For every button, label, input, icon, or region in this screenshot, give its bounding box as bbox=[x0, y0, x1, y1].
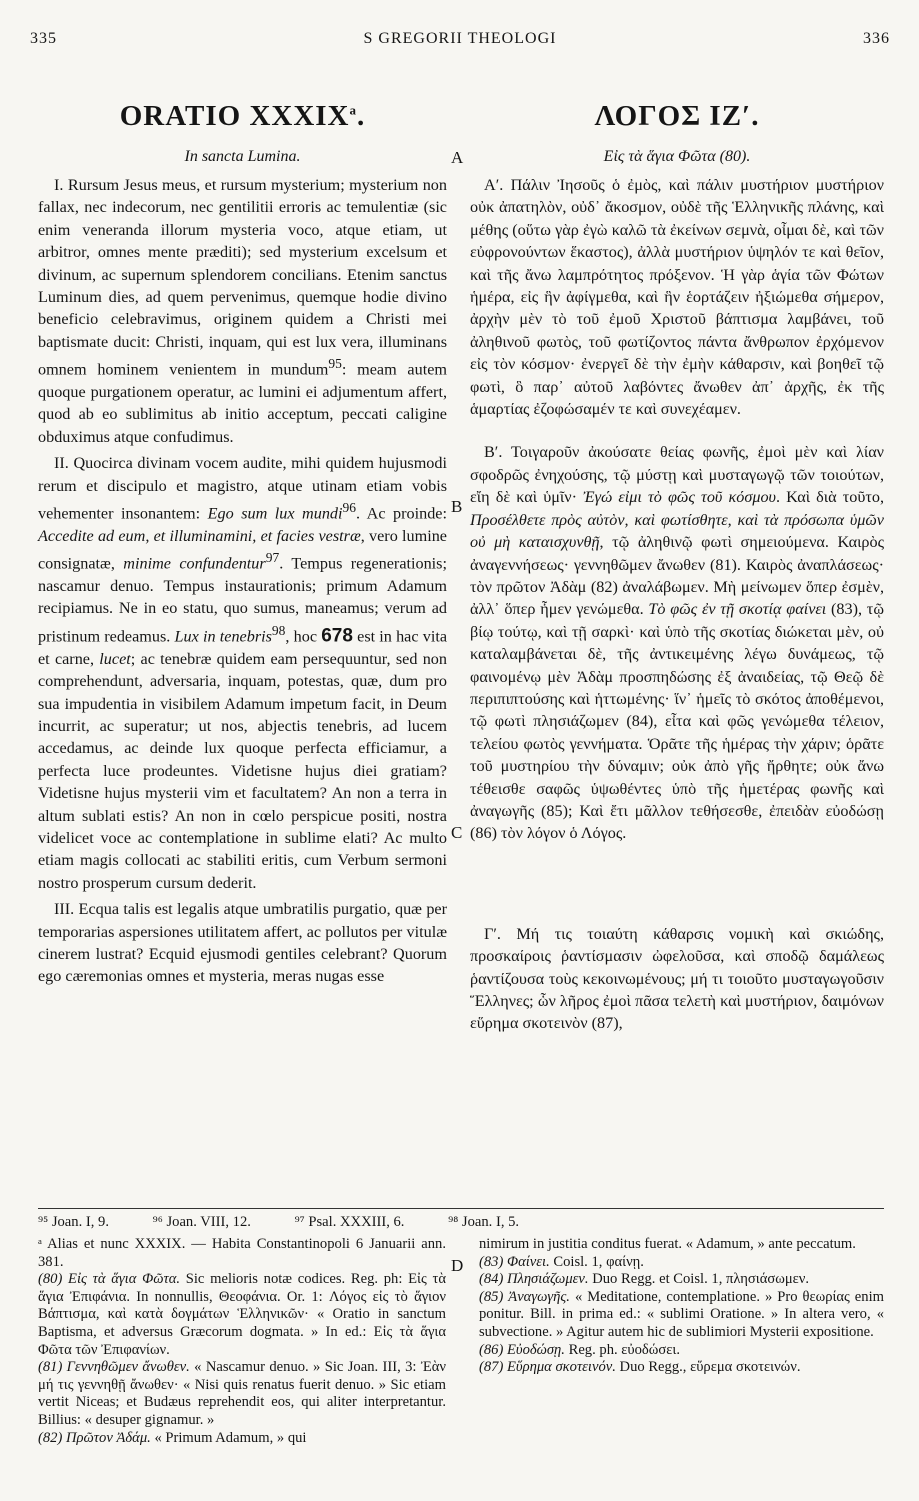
note-a: ᵃ Alias et nunc XXXIX. — Habita Constantinopoli 6 Januarii ann. 381. bbox=[38, 1236, 446, 1270]
note-85-text: « Meditatione, contemplatione. » Pro θεωρίας enim ponitur. Bill. in prima ed.: « sublimi Oratione. » In altera vero, « subvectione. » Agitur autem hic de sublimiori Mysterii expositione. bbox=[479, 1288, 884, 1340]
greek-column bbox=[470, 174, 884, 1039]
notes-right-column bbox=[479, 1236, 884, 1377]
latin-p2-quote-2: Accedite ad eum, et illuminamini, et facies vestræ bbox=[38, 526, 361, 545]
note-82-text: « Primum Adamum, » qui bbox=[150, 1429, 307, 1446]
footnote-ref-98: 98 bbox=[271, 622, 286, 638]
latin-p1-cont: : meam autem quoque purgationem operatur, ac lumini ei adjumentum affert, quod ab eo sublimitus ab initio acceptum, peccati caligine obduximus atque confudimus. bbox=[38, 360, 447, 446]
scripture-ref-96: ⁹⁶ Joan. VIII, 12. bbox=[152, 1214, 251, 1230]
scripture-ref-95: ⁹⁵ Joan. I, 9. bbox=[38, 1214, 109, 1230]
greek-p2-a: Β′. Τοιγαροῦν ἀκούσατε θείας φωνῆς, ἐμοὶ μὲν καὶ λίαν σφοδρῶς ἐνηχούσης, τῷ μύστῃ καὶ μυσταγωγῷ τῶν τοιούτων, εἴη δὲ καὶ ὑμῖν· bbox=[470, 443, 884, 507]
note-81-lemma: (81) Γεννηθῶμεν ἄνωθεν. bbox=[38, 1359, 190, 1376]
scripture-ref-98: ⁹⁸ Joan. I, 5. bbox=[448, 1214, 520, 1230]
note-85 bbox=[479, 1289, 884, 1342]
note-86-text: Reg. ph. εὐοδώσει. bbox=[564, 1341, 680, 1358]
latin-title-note-mark: a bbox=[349, 102, 358, 118]
greek-p2-c: , τῷ ἀληθινῷ φωτὶ σημειούμενα. Καιρὸς ἀναγεννήσεως· γεννηθῶμεν ἄνωθεν (81). Καιρὸς ἀναπλάσεως· τὸν πρῶτον Ἀδὰμ (82) ἀναλάβωμεν. Μὴ μείνωμεν ὅπερ ἐσμὲν, ἀλλ᾿ ὅπερ ἦμεν γενώμεθα. bbox=[470, 533, 885, 619]
note-80 bbox=[38, 1271, 446, 1359]
note-87-lemma: (87) Εὕρημα σκοτεινόν. bbox=[479, 1359, 616, 1376]
note-87-text: Duo Regg., εὕρεμα σκοτεινών. bbox=[615, 1359, 801, 1376]
latin-p2-b: . Ac proinde: bbox=[356, 504, 447, 523]
note-82-continued: nimirum in justitia conditus fuerat. « Adamum, » ante peccatum. bbox=[479, 1236, 856, 1252]
footnote-ref-95: 95 bbox=[328, 356, 342, 372]
latin-p2-f: est in hac vita et carne, bbox=[38, 627, 448, 668]
latin-title-end: . bbox=[357, 100, 366, 132]
greek-title: ΛΟΓΟΣ ΙΖ′. bbox=[594, 100, 760, 132]
latin-p1-text: I. Rursum Jesus meus, et rursum mysterium; mysterium non fallax, nec indecorum, nec gentilitii erroris ac temulentiæ (sic enim veneranda illorum mysteria voco, atque etiam, ut arbitror, omnes mente præditi); sed mysterium excelsum et divinum, ac supernum splendorem concilians. Etenim sanctus Luminum dies, ad quem pervenimus, quemque hodie divino beneficio celebravimus, originem quidem a Christi mei baptismate ducit: Christi, inquam, qui est lux vera, illuminans omnem hominem venientem in mundum bbox=[38, 176, 447, 379]
greek-paragraph-2 bbox=[470, 441, 884, 844]
notes-left-column bbox=[38, 1236, 446, 1447]
note-86 bbox=[479, 1342, 884, 1360]
running-title: S GREGORII THEOLOGI bbox=[363, 30, 557, 47]
margin-letter-c: C bbox=[451, 823, 463, 842]
footnote-ref-96: 96 bbox=[342, 500, 357, 516]
greek-p2-quote-3: Τὸ φῶς ἐν τῇ σκοτίᾳ φαίνει bbox=[648, 600, 827, 619]
margin-letter-d: D bbox=[451, 1256, 464, 1275]
latin-paragraph-3: III. Ecqua talis est legalis atque umbratilis purgatio, quæ per temporarias aspersiones utilitatem affert, ac pollutos per vitulæ cinerem lustrat? Ecquid ejusmodi gentiles celebrant? Quorum ego cæremonias omnes et mysteria, meras nugas esse bbox=[38, 900, 447, 986]
note-83 bbox=[479, 1254, 884, 1272]
note-81-text: « Nascamur denuo. » Sic Joan. III, 3: Ἐὰν μή τις γεννηθῇ ἄνωθεν· « Nisi quis renatus fuerit denuo. » Sic etiam vertit Niceas; et Budæus reprehendit eos, qui aliter interpretantur. Billius: « desuper gignamur. » bbox=[38, 1359, 446, 1428]
latin-column bbox=[38, 174, 447, 992]
latin-p2-d: . Tempus regenerationis; nascamur denuo. Tempus instaurationis; primum Adamum recipiamus. Ne in eo statu, quo sumus, maneamus; verum ad pristinum redeamus. bbox=[38, 554, 447, 646]
latin-p2-quote-1: Ego sum lux mundi bbox=[207, 504, 343, 523]
latin-p2-c: , vero lumine consignatæ, bbox=[38, 526, 447, 573]
latin-subtitle: In sancta Lumina. bbox=[184, 148, 301, 165]
latin-p2-g: ; ac tenebræ quidem eam persequuntur, sed non comprehendunt, adversaria, inquam, potestas, quæ, dum pro sua impudentia in visibilem Adamum impetum facit, in Deum incurrit, ac superatur; ut nos, abjectis tenebris, ad lucem accedamus, ac deinde lux quoque perfecta efficiamur, a perfecta luce prodeuntes. Videtisne hujus diei gratiam? Videtisne hujus mysterii vim et facultatem? An non a terra in altum sublati estis? An non in cœlo perspicue positi, nostra videlicet voce ac contemplatione in sublime elati? Ac multo etiam magis collocati ac stabiliti eritis, cum Verbum sermoni nostro prosperum cursum dederit. bbox=[38, 649, 447, 892]
note-82 bbox=[38, 1430, 446, 1448]
footnote-ref-97: 97 bbox=[265, 550, 280, 566]
greek-paragraph-1: Α′. Πάλιν Ἰησοῦς ὁ ἐμὸς, καὶ πάλιν μυστήριον μυστήριον οὐκ ἀπατηλὸν, οὐδ᾿ ἄκοσμον, οὐδὲ τῆς Ἑλληνικῆς πλάνης, καὶ μέθης (οὕτω γὰρ ἐγὼ καλῶ τὰ ἐκείνων σεμνὰ, οἶμαι δὲ, καὶ τῶν εὐφρονούντων ἕκαστος), ἀλλὰ μυστήριον ὑψηλόν τε καὶ θεῖον, καὶ τῆς ἄνω λαμπρότητος πρόξενον. Ἡ γὰρ ἁγία τῶν Φώτων ἡμέρα, εἰς ἣν ἀφίγμεθα, καὶ ἣν ἑορτάζειν ἠξιώμεθα σήμερον, ἀρχὴν μὲν τὸ τοῦ ἐμοῦ Χριστοῦ βάπτισμα λαμβάνει, τοῦ ἀληθινοῦ φωτὸς, τοῦ φωτίζοντος πάντα ἄνθρωπον ἐρχόμενον εἰς τὸν κόσμον· ἐνεργεῖ δὲ τὴν ἐμὴν κάθαρσιν, καὶ βοηθεῖ τῷ φωτὶ, ὃ παρ᾿ αὐτοῦ λαβόντες ἄνωθεν ἀπ᾿ ἀρχῆς, ἐκ τῆς ἁμαρτίας ἐζοφώσαμέν τε καὶ συνεχέαμεν. bbox=[470, 176, 884, 419]
note-83-text: Coisl. 1, φαίνῃ. bbox=[549, 1253, 644, 1270]
greek-paragraph-3: Γ′. Μή τις τοιαύτη κάθαρσις νομικὴ καὶ σκιώδης, προσκαίροις ῥαντίσμασιν ὠφελοῦσα, καὶ σποδῷ δαμάλεως ῥαντίζουσα τοὺς κεκοινωμένους; μή τι τοιοῦτο μυσταγωγοῦσιν Ἕλληνες; ὧν λῆρος ἐμοὶ πᾶσα τελετὴ καὶ μυστήριον, δαιμόνων εὕρημα σκοτεινὸν (87), bbox=[470, 924, 884, 1033]
latin-title bbox=[38, 100, 447, 133]
footnote-rule bbox=[38, 1208, 884, 1209]
page-number-left: 335 bbox=[30, 30, 57, 47]
scripture-ref-97: ⁹⁷ Psal. XXXIII, 6. bbox=[294, 1214, 405, 1230]
latin-paragraph-1 bbox=[38, 174, 447, 448]
margin-letter-a: A bbox=[451, 148, 464, 167]
note-87 bbox=[479, 1359, 884, 1377]
latin-p2-a: II. Quocirca divinam vocem audite, mihi quidem hujusmodi rerum et discipulo et magistro, atque utinam etiam vobis vehementer insonantem: bbox=[38, 454, 447, 523]
note-83-lemma: (83) Φαίνει. bbox=[479, 1253, 550, 1270]
margin-letter-b: B bbox=[451, 497, 463, 516]
note-84 bbox=[479, 1271, 884, 1289]
note-85-lemma: (85) Ἀναγωγῆς. bbox=[479, 1288, 570, 1305]
note-80-text: Sic melioris notæ codices. Reg. ph: Εἰς τὰ ἅγια Ἐπιφάνια. In nonnullis, Θεοφάνια. Or. 1: Λόγος εἰς τὸ ἅγιον Βάπτισμα, καὶ κατὰ δογμάτων Ἑλληνικῶν· « Oratio in sanctum Baptisma, et adversus Græcorum dogmata. » In ed.: Εἰς τὰ ἅγια Φῶτα τῶν Ἐπιφανίων. bbox=[38, 1271, 446, 1358]
note-81 bbox=[38, 1359, 446, 1429]
latin-p2-e: , hoc bbox=[285, 627, 322, 646]
note-84-text: Duo Regg. et Coisl. 1, πλησιάσωμεν. bbox=[588, 1271, 810, 1288]
greek-p2-b: . Καὶ διὰ τοῦτο, bbox=[775, 488, 884, 507]
greek-p2-quote-1: Ἐγώ εἰμι τὸ φῶς τοῦ κόσμου bbox=[583, 488, 776, 507]
note-82-lemma: (82) Πρῶτον Ἀδάμ. bbox=[38, 1429, 151, 1446]
running-head bbox=[30, 30, 890, 54]
latin-p2-quote-4: Lux in tenebris bbox=[174, 627, 272, 646]
note-86-lemma: (86) Εὐοδώσῃ. bbox=[479, 1341, 565, 1358]
latin-paragraph-2 bbox=[38, 452, 447, 894]
page-number-right: 336 bbox=[863, 30, 890, 47]
greek-subtitle: Εἰς τὰ ἅγια Φῶτα (80). bbox=[603, 148, 751, 165]
latin-p2-quote-3: minime confundentur bbox=[123, 554, 266, 573]
note-84-lemma: (84) Πλησιάζωμεν. bbox=[479, 1271, 589, 1288]
note-80-lemma: (80) Εἰς τὰ ἅγια Φῶτα. bbox=[38, 1271, 181, 1288]
scripture-references bbox=[38, 1214, 884, 1231]
column-number: 678 bbox=[321, 625, 353, 647]
latin-p2-quote-5: lucet bbox=[99, 649, 131, 668]
greek-p2-d: (83), τῷ βίῳ τούτῳ, καὶ τῇ σαρκὶ· καὶ ὑπὸ τῆς σκοτίας διώκεται μὲν, οὐ καταλαμβάνεται δὲ, τῆς ἀντικειμένης λέγω δυνάμεως, τῷ φαινομένῳ μὲν Ἀδὰμ προσπηδώσης ἐξ ἀναιδείας, τῷ Θεῷ δὲ περιπιπτούσης καὶ ἡττωμένης· ἵν᾿ ἡμεῖς τὸ σκότος ἀποθέμενοι, τῷ φωτὶ πλησιάζωμεν (84), εἶτα καὶ φῶς γενώμεθα τέλειον, τελείου φωτὸς γεννήματα. Ὁρᾶτε τῆς ἡμέρας τὴν χάριν; ὁρᾶτε τοῦ μυστηρίου τὴν δύναμιν; οὐκ ἀπὸ γῆς ἤρθητε; οὐκ ἄνω τέθεισθε σαφῶς ὑψωθέντες ὑπὸ τῆς ἡμετέρας φωνῆς καὶ ἀναγωγῆς (85); Καὶ ἔτι μᾶλλον τεθήσεσθε, ἐπειδὰν εὐοδώσῃ (86) τὸν λόγον ὁ Λόγος. bbox=[470, 600, 884, 843]
latin-title-text: ORATIO XXXIX bbox=[119, 100, 350, 132]
greek-p2-quote-2: Προσέλθετε πρὸς αὐτὸν, καὶ φωτίσθητε, καὶ τὰ πρόσωπα ὑμῶν οὐ μὴ καταισχυνθῇ bbox=[470, 510, 884, 552]
